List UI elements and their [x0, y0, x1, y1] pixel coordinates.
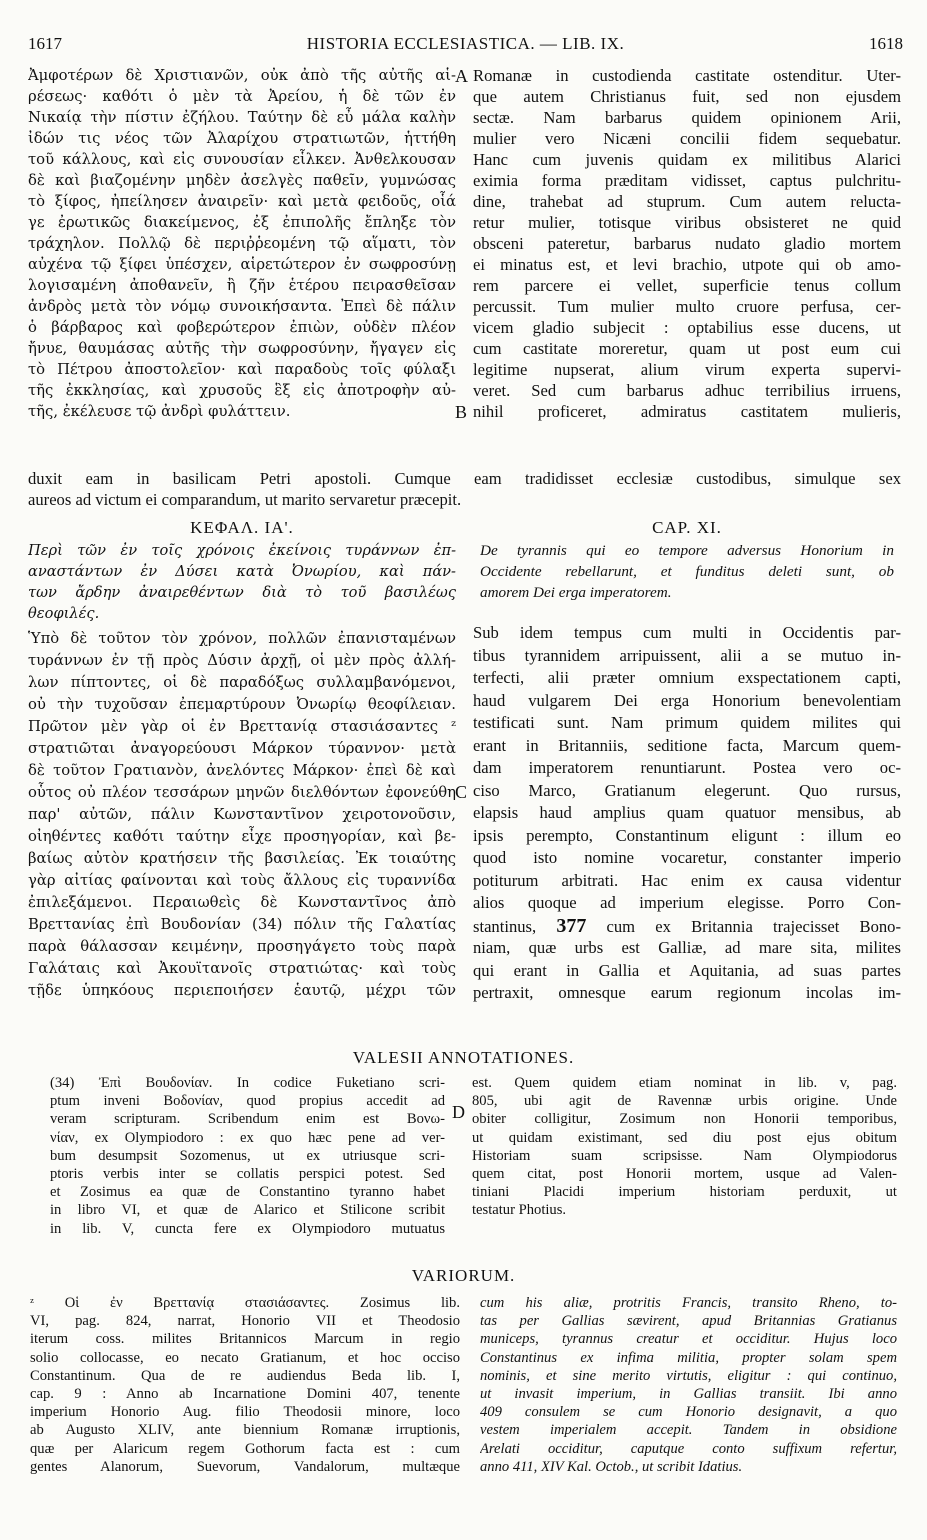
text-line: Constantinus ex infima militia, propter solam spem [480, 1349, 897, 1366]
margin-marker-b: B [455, 402, 468, 422]
text-line: potiturum arbitrati. Hac enim ex causa videntur [473, 870, 901, 890]
text-line: dam imperatorem renuntiarunt. Postea vero oc- [473, 758, 901, 777]
text-line: Historiam suam scripsisse. Nam Olympiodorus [472, 1147, 897, 1164]
text-line: tibus tyrannidem arripuissent, alii a se mutuo in- [473, 645, 901, 665]
running-title: HISTORIA ECCLESIASTICA. — LIB. IX. [306, 34, 625, 53]
text-line: anno 411, XIV Kal. Octob., ut scribit Idatius. [480, 1458, 743, 1475]
right-page-number: 1618 [869, 34, 903, 53]
text-line: tas per Gallias sævirent, apud Britannias Gratianus [480, 1313, 897, 1330]
text-line: dine, trahebat ad stuprum. Cum autem relucta- [473, 192, 901, 211]
text-line: (34) Ἐπὶ Βουδονίαν. In codice Fuketiano scri- [50, 1075, 445, 1091]
text-line: ὁ βάρβαρος καὶ φοβερώτερον ἐπιὼν, οὐδὲν πλέον [28, 319, 456, 336]
text-line: ptum inveni Βοδονίαν, quod propius accedit ad [50, 1093, 445, 1110]
text-line: et Zosimus ea quæ de Constantino tyranno habet [50, 1184, 445, 1201]
valesii-title: VALESII ANNOTATIONES. [352, 1048, 575, 1067]
text-line: Πρῶτον μὲν γὰρ οἱ ἐν Βρεττανίᾳ στασιάσαντες ᶻ [28, 718, 456, 735]
text-line: ᶻ Οἱ ἐν Βρεττανίᾳ στασιάσαντες. Zosimus lib. [30, 1295, 460, 1311]
latin-chapter-summary [480, 540, 894, 603]
text-line: δὲ τοῦτον Γρατιανὸν, ἀνελόντες Μάρκον· ἐπεὶ δὲ καὶ [28, 762, 456, 779]
text-line: λων πίπτοντες, οἱ δὲ παραδόξως συλλαμβανόμενοι, [28, 674, 456, 691]
text-line: τυράννων ἐν τῇ πρὸς Δύσιν ἀρχῇ, οἱ μὲν πρὸς ἀλλή- [28, 652, 456, 669]
text-line: pertraxit, omnesque earum regionum incolas im- [473, 983, 901, 1002]
variorum-title: VARIORUM. [411, 1266, 516, 1285]
latin-chapter-heading: CAP. XI. [652, 518, 722, 537]
text-line: ἐπιλεξάμενοι. Περαιωθεὶς δὲ Κωνσταντῖνος ἀπὸ [28, 894, 456, 911]
text-line: Romanæ in custodienda castitate ostenditur. Uter- [473, 66, 901, 85]
text-line: veret. Sed cum barbarus adhuc terribilius irruens, [473, 381, 901, 400]
text-line: municeps, tyrannus creatur et occiditur. Hujus loco [480, 1331, 897, 1348]
text-line: cap. 9 : Anno ab Incarnatione Domini 407, tenente [30, 1385, 460, 1402]
text-line: VI, pag. 824, narrat, Honorio VII et Theodosio [30, 1313, 460, 1330]
text-line: solio collocasse, eo necato Gratianum, et hoc occiso [30, 1349, 460, 1366]
text-line: retur mulier, totisque viribus obsisteret ne quid [473, 213, 901, 232]
text-line: Περὶ τῶν ἐν τοῖς χρόνοις ἐκείνοις τυράννων ἐπ- [28, 542, 456, 559]
text-line: iterum coss. milites Britannicos Marcum in regio [30, 1331, 460, 1348]
valesii-left-column [50, 1074, 445, 1238]
text-line: quod isto nomine vocaretur, constanter imperio [473, 848, 901, 867]
text-line: elapsis haud amplius quam quatuor mensibus, ab [473, 803, 901, 822]
text-line: testatur Photius. [472, 1202, 567, 1219]
page-header [28, 34, 903, 56]
top-greek-column [28, 65, 456, 422]
text-line: Ἀμφοτέρων δὲ Χριστιανῶν, οὐκ ἀπὸ τῆς αὐτῆς αἱ- [28, 67, 456, 84]
text-line: Constantinum. Qua de re audiendus Beda lib. I, [30, 1367, 460, 1384]
text-line: percussit. Tum mulier multo cruore perfusa, cer- [473, 297, 901, 316]
text-line: τράχηλον. Πολλῷ δὲ περιῤῥεομένη τῷ αἵματι, τὸν [28, 235, 456, 252]
text-line: 409 consulem se cum Honorio designavit, a quo [480, 1404, 897, 1421]
text-line: tiniani Placidi imperium historiam perduxit, ut [472, 1184, 897, 1201]
text-line: ptoris verbis inter se collatis perspici potest. Sed [50, 1165, 445, 1182]
text-line: παρ' αὐτῶν, πάλιν Κωνσταντῖνον χειροτονοῦσιν, [28, 806, 456, 823]
full-width-latin [28, 468, 901, 510]
greek-chapter-heading: ΚΕΦΑΛ. ΙΑ'. [190, 518, 294, 537]
text-line: Ὑπὸ δὲ τοῦτον τὸν χρόνον, πολλῶν ἐπανισταμένων [28, 630, 456, 647]
text-line: veram scripturam. Scribendum enim est Βονω- [50, 1111, 445, 1128]
text-line: Arelati occiditur, caputque conto suffixum refertur, [480, 1440, 897, 1457]
text-line: rem parcere ei vellet, superficie tenus collum [473, 276, 901, 295]
margin-marker-a: A [455, 66, 468, 86]
text-line: que autem Christianus fuit, sed non ejusdem [473, 87, 901, 106]
text-line: τῆς ἐκκλησίας, καὶ χρυσοῦς ἓξ εἰς ἀποτροφὴν αὐ- [28, 382, 456, 399]
variorum-right-column [480, 1294, 897, 1476]
text-line: τοῦ κάλλους, καὶ εἰς συνουσίαν εἷλκεν. Ἀνθελκουσαν [28, 151, 456, 168]
text-line: Γαλάταις καὶ Ἀκουϊτανοῖς στρατιώτας· καὶ τοὺς [28, 960, 456, 977]
text-line: terfecti, alii præter omnium exspectationem capti, [473, 668, 901, 687]
text-line: τῆς, ἐκέλευσε τῷ ἀνδρὶ φυλάττειν. [28, 403, 291, 420]
greek-chapter-summary [28, 540, 456, 624]
text-line: mulier vero Nicæni concilii fidem sequebatur. [473, 129, 901, 148]
text-fragment: Britannia trajecisset Bono- [691, 916, 901, 936]
text-line: cum castitate moreretur, quam ut post eum cui [473, 339, 901, 358]
inline-page-number: 377 [556, 914, 587, 937]
text-line: θεοφιλές. [28, 605, 100, 622]
text-line: niam, quæ urbs est Galliæ, ad mare sita, milites [473, 938, 901, 957]
text-line: ρέσεως· καθότι ὁ μὲν τὰ Ἀρείου, ἡ δὲ τῶν ἐν [28, 88, 456, 105]
text-line: παρὰ θάλασσαν κειμένην, προσηγάγετο τοὺς παρὰ [28, 938, 456, 955]
margin-marker-d: D [452, 1102, 465, 1122]
text-line: duxit eam in basilicam Petri apostoli. Cumque eam tradidisset ecclesiæ custodibus, simulque sex [28, 469, 901, 488]
text-line: βαίως αὐτὸν κρατήσειν τῆς βασιλείας. Ἐκ τοιαύτης [28, 850, 456, 867]
text-line: ut quidam existimant, sed diu post ejus obitum [472, 1129, 897, 1146]
text-line: αναστάντων ἐν Δύσει κατὰ Ὀνωρίου, καὶ πάν- [28, 563, 456, 580]
text-line: cum his aliæ, protritis Francis, transito Rheno, to- [480, 1295, 897, 1311]
text-line: in lib. V, cuncta fere ex Olympiodoro mutuatus [50, 1220, 445, 1237]
text-line: vicem gladio subjecit : optabilius esse ducens, ut [473, 318, 901, 337]
text-line: ei minatus est, et levi brachio, utpote qui ob amo- [473, 255, 901, 274]
text-line: ἤνυε, θαυμάσας αὐτῆς τὴν σωφροσύνην, ἤγαγεν εἰς [28, 340, 456, 357]
text-line: ἀνδρὸς μετὰ τὸν νόμῳ συνοικήσαντα. Ἐπεὶ δὲ πάλιν [28, 298, 456, 315]
text-line: ἰδών τις νέος τῶν Ἀλαρίχου στρατιωτῶν, ἡττήθη [28, 130, 456, 147]
text-line: sectæ. Nam barbarus quidem opinionem Arii, [473, 108, 901, 127]
text-line: legitime nupserat, alium virum experta supervi- [473, 360, 901, 379]
text-line: νίαν, ex Olympiodoro : ex quo hæc pene ad ver- [50, 1129, 445, 1146]
text-line: τὸ ξίφος, ἠπείλησεν ἀναιρεῖν· καὶ μετὰ φειδοῦς, οἷά [28, 193, 456, 210]
text-line: ipsis perempto, Constantinum eligunt : illum eo [473, 825, 901, 845]
text-line: haud vulgarem Dei erga Honorium benevolentiam [473, 690, 901, 710]
text-fragment: cum ex [586, 916, 692, 936]
text-line: ut invasit imperium, in Gallias transiit. Ibi anno [480, 1385, 897, 1402]
text-line: γὰρ αἰτίας φαίνονται καὶ τοὺς ἄλλους εἰς τυραννίδα [28, 872, 456, 889]
text-line: Occidente rebellarunt, et funditus deleti sunt, ob [480, 563, 894, 580]
text-line: nominis, et sine merito virtutis, eligitur : qui continuo, [480, 1367, 897, 1384]
text-line: eximia forma præditam vidisset, captus pulchritu- [473, 171, 901, 190]
text-line: obiter colligitur, Zosimum non Honorii temporibus, [472, 1111, 897, 1128]
variorum-left-column [30, 1294, 460, 1476]
text-line: 805, ubi agit de Ravennæ urbis origine. Unde [472, 1093, 897, 1110]
top-latin-column [473, 65, 901, 422]
text-line: οὐ τὴν τυχοῦσαν ἐπεμαρτύρουν Ὀνωρίῳ θεοφίλειαν. [28, 696, 456, 713]
text-line: quem citat, post Honorii mortem, usque ad Valen- [472, 1165, 897, 1182]
text-line: erant in Britanniis, seditione facta, Marcum quem- [473, 735, 901, 755]
text-line: alios quoque ad imperium elegisse. Porro Con- [473, 893, 901, 912]
text-line: στρατιῶται ἀναγορεύουσι Μάρκον τύραννον· μετὰ [28, 740, 456, 757]
text-line: vestem imperialem accepit. Tandem in obsidione [480, 1422, 897, 1439]
text-line: των ἄρδην ἀναιρεθέντων διὰ τὸ τοῦ βασιλέως [28, 584, 456, 601]
text-line: τῇδε ὑπηκόους περιεποιήσεν ἑαυτῷ, μέχρι τῶν [28, 982, 456, 999]
text-line: testificati sunt. Nam primum quidem milites qui [473, 713, 901, 732]
text-line: δὲ καὶ βιαζομένην μηδὲν ἀσελγὲς παθεῖν, γυμνώσας [28, 172, 456, 189]
text-line: ab Augusto XLIV, ante biennium Romanæ irruptionis, [30, 1422, 460, 1439]
text-line: est. Quem quidem etiam nominat in lib. v, pag. [472, 1075, 897, 1091]
text-line: γε ἐρωτικῶς διακείμενος, ἐξ ἐπιπολῆς ἔπληξε τὸν [28, 214, 456, 231]
text-line: in libro VI, et quæ de Alarico et Stilicone scribit [50, 1202, 445, 1219]
text-line: Sub idem tempus cum multi in Occidentis par- [473, 623, 901, 642]
text-line: λογισαμένη ἀποθανεῖν, ἢ ζῆν ἑτέρου πειρασθεῖσαν [28, 277, 456, 294]
left-page-number: 1617 [28, 34, 62, 53]
text-fragment: stantinus, [473, 916, 557, 936]
text-line: aureos ad victum ei comparandum, ut marito servaretur præcepit. [28, 490, 462, 509]
text-line: Νικαίᾳ τὴν πίστιν ἐζήλου. Ταύτην δὲ εὖ μάλα καλὴν [28, 109, 456, 126]
margin-marker-c: C [455, 782, 468, 802]
text-line: qui erant in Gallia et Aquitania, ad suas partes [473, 960, 901, 980]
body-greek-column [28, 628, 456, 1002]
text-line: ciso Marco, Gratianum elegerunt. Quo rursus, [473, 780, 901, 800]
text-line: Βρεττανίας ἐπὶ Βουδονίαν (34) πόλιν τῆς Γαλατίας [28, 916, 456, 933]
text-line: obsceni pateretur, barbarus nudato gladio mortem [473, 234, 901, 253]
text-line: αὐχένα τῷ ξίφει ὑπέσχεν, αἱρετώτερον ἐν σωφροσύνῃ [28, 256, 456, 273]
text-line: quæ per Alaricum regem Gothorum facta est : cum [30, 1440, 460, 1457]
text-line: bum desumpsit Sozomenus, ut ex utriusque scri- [50, 1147, 445, 1164]
valesii-right-column [472, 1074, 897, 1220]
text-line: nihil proficeret, admiratus castitatem mulieris, [473, 402, 901, 421]
text-line: τὸ Πέτρου ἀποστολεῖον· καὶ παραδοὺς τοῖς φύλαξι [28, 361, 456, 378]
text-line: amorem Dei erga imperatorem. [480, 584, 672, 601]
text-line: imperium Honorio Aug. filio Theodosii minore, loco [30, 1404, 460, 1421]
text-line [473, 915, 901, 938]
text-line: gentes Alanorum, Suevorum, Vandalorum, multæque [30, 1458, 460, 1475]
text-line: Hanc cum juvenis quidam ex militibus Alarici [473, 150, 901, 169]
text-line: οὗτος οὐ πλέον τεσσάρων μηνῶν διελθόντων ἐφονεύθη [28, 784, 456, 801]
body-latin-column [473, 622, 901, 1005]
text-line: De tyrannis qui eo tempore adversus Honorium in [480, 542, 894, 559]
text-line: οἰηθέντες καθότι ταύτην εἶχε προσηγορίαν, καὶ βε- [28, 828, 456, 845]
